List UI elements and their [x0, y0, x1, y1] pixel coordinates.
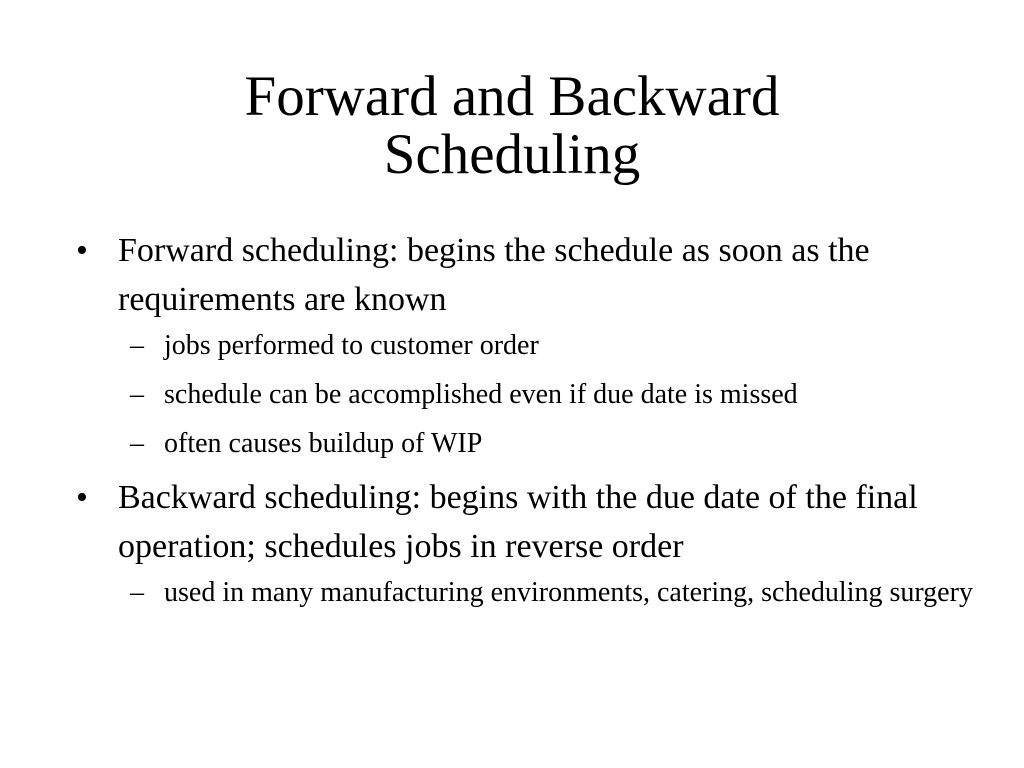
- sub-bullet-text: often causes buildup of WIP: [164, 428, 483, 459]
- dash-marker: –: [130, 428, 144, 459]
- sub-bullet-list: [118, 326, 976, 464]
- dash-marker: –: [130, 577, 144, 608]
- bullet-item-forward-scheduling: [76, 226, 976, 464]
- sub-bullet-text: jobs performed to customer order: [164, 330, 539, 361]
- sub-bullet-item: [118, 326, 976, 366]
- dash-marker: –: [130, 330, 144, 361]
- sub-bullet-item: [118, 375, 976, 415]
- slide-title-line-1: Forward and Backward: [244, 65, 780, 128]
- bullet-item-backward-scheduling: [76, 473, 976, 613]
- slide-title: [0, 65, 1024, 186]
- sub-bullet-item: [118, 573, 976, 613]
- dash-marker: –: [130, 379, 144, 410]
- sub-bullet-item: [118, 424, 976, 464]
- bullet-marker: •: [76, 479, 88, 516]
- bullet-list: [76, 226, 976, 622]
- bullet-marker: •: [76, 232, 88, 269]
- bullet-text: Backward scheduling: begins with the due date of the final operation; schedules jobs in reverse order: [118, 479, 918, 565]
- sub-bullet-text: used in many manufacturing environments, catering, scheduling surgery: [164, 577, 973, 608]
- sub-bullet-text: schedule can be accomplished even if due date is missed: [164, 379, 798, 410]
- slide-title-line-2: Scheduling: [383, 123, 641, 186]
- bullet-text: Forward scheduling: begins the schedule as soon as the requirements are known: [118, 232, 870, 318]
- sub-bullet-list: [118, 573, 976, 613]
